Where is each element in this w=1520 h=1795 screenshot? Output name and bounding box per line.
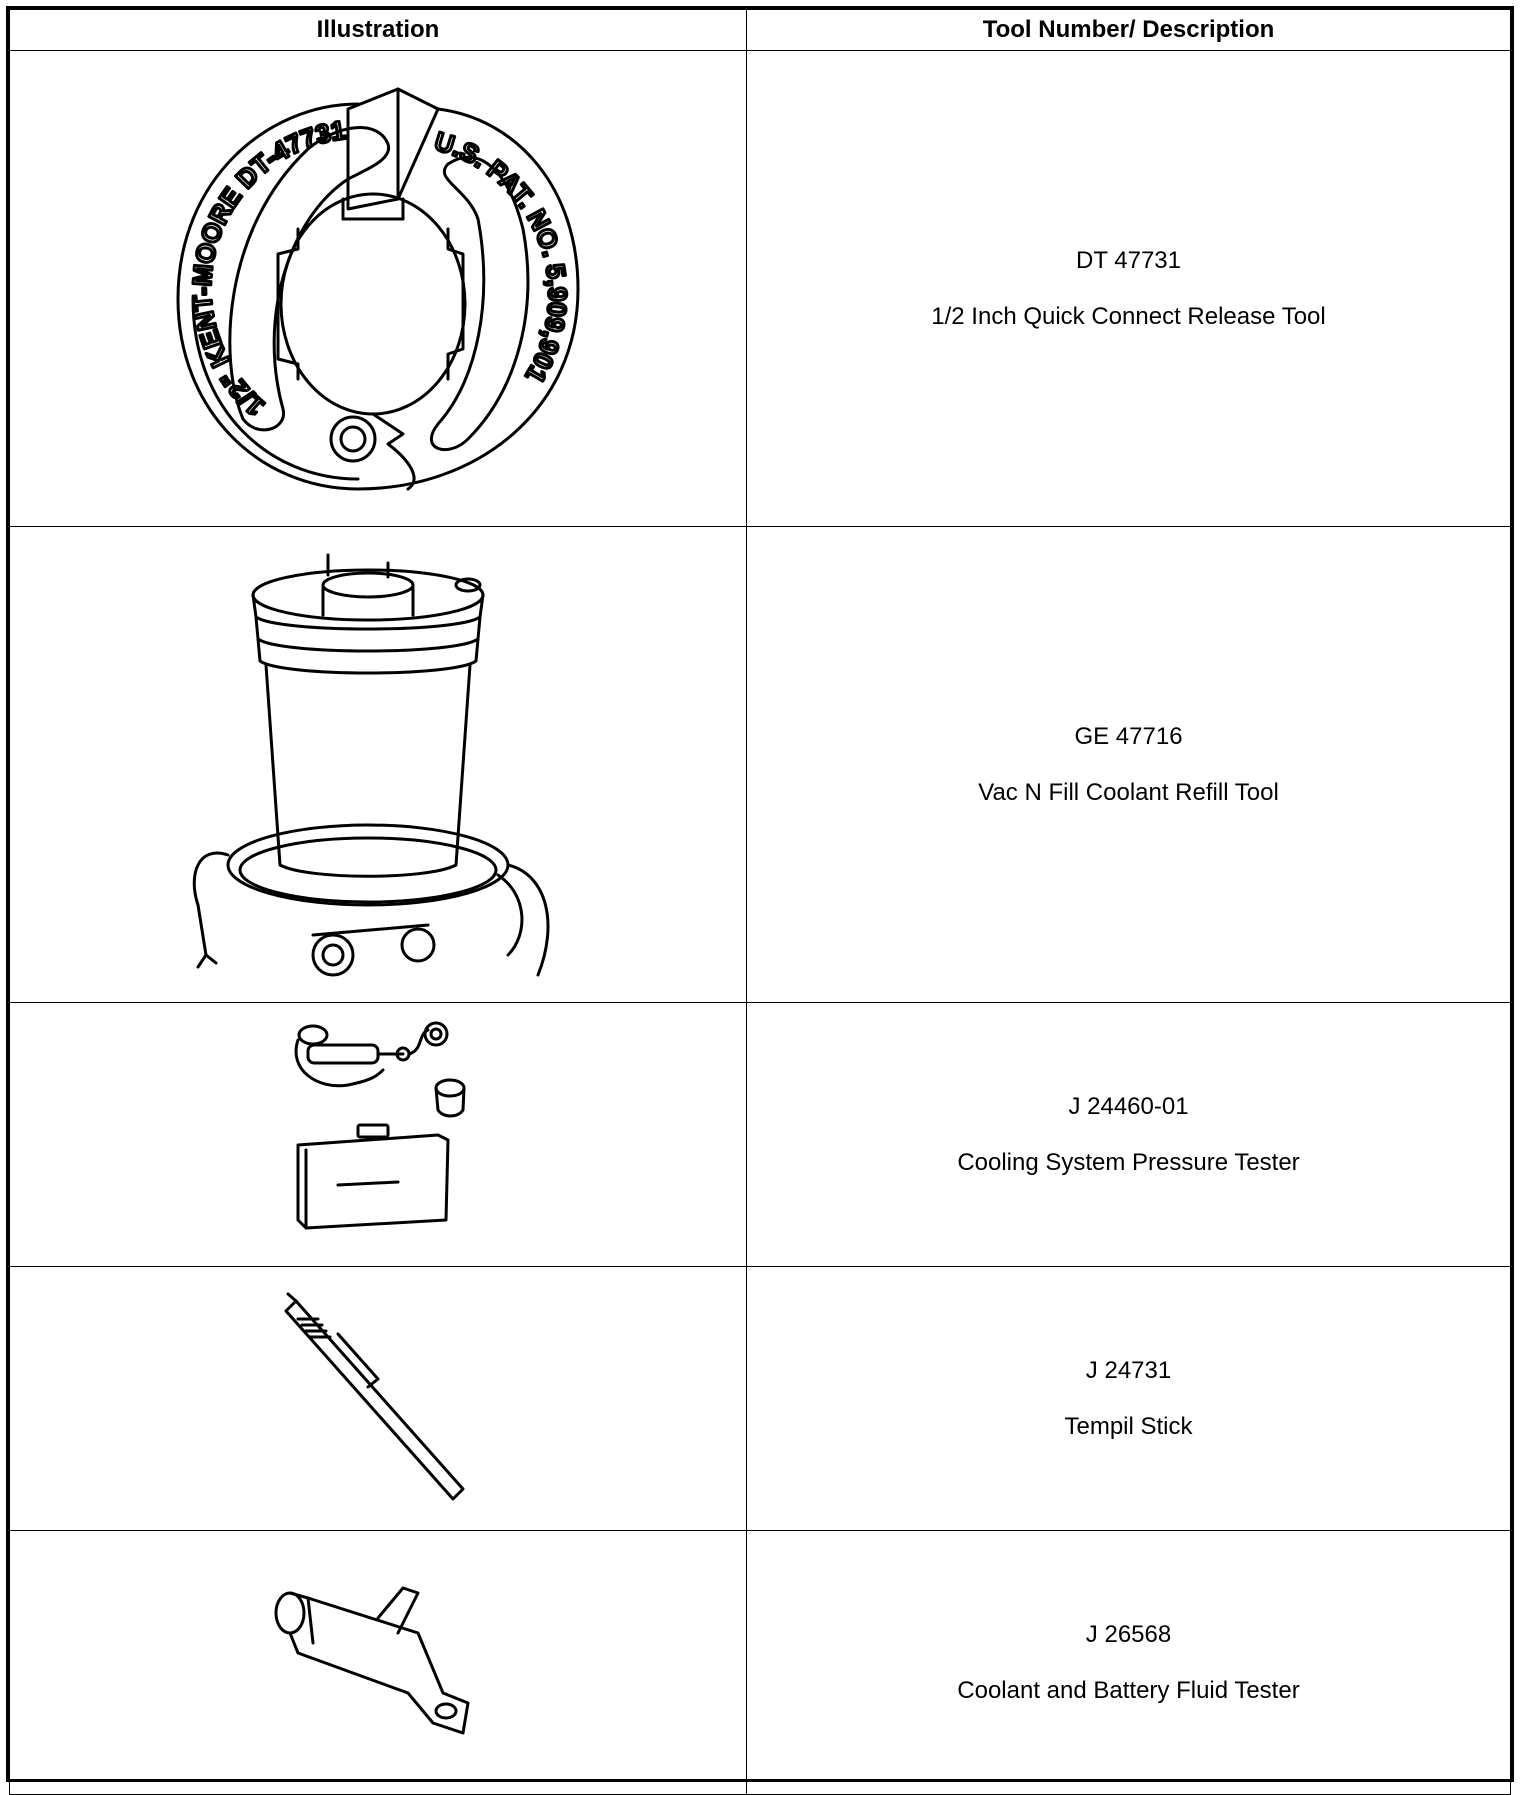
tool-description: 1/2 Inch Quick Connect Release Tool bbox=[931, 302, 1326, 330]
illustration-cell bbox=[10, 1531, 747, 1795]
tool-engraving-left: 1/2" KENT-MOORE DT-47731 bbox=[186, 114, 348, 422]
special-tools-table bbox=[9, 9, 1511, 1795]
tool-description-cell bbox=[747, 527, 1511, 1003]
illustration-cell bbox=[10, 527, 747, 1003]
fluid-tester-illustration bbox=[268, 1573, 488, 1753]
illustration-cell bbox=[10, 1003, 747, 1267]
table-row bbox=[10, 51, 1511, 527]
coolant-refill-tool-illustration bbox=[168, 535, 588, 995]
illustration-header: Illustration bbox=[10, 10, 747, 51]
quick-connect-release-tool-illustration bbox=[148, 59, 608, 519]
tool-number: DT 47731 bbox=[1076, 246, 1181, 274]
tool-description-cell bbox=[747, 51, 1511, 527]
tool-description-cell bbox=[747, 1531, 1511, 1795]
illustration-cell bbox=[10, 1267, 747, 1531]
tool-description: Coolant and Battery Fluid Tester bbox=[957, 1676, 1300, 1704]
tool-description: Tempil Stick bbox=[1064, 1412, 1193, 1440]
tool-header: Tool Number/ Description bbox=[747, 10, 1511, 51]
illustration-cell bbox=[10, 51, 747, 527]
header-row bbox=[10, 10, 1511, 51]
table-row bbox=[10, 1267, 1511, 1531]
tool-description-cell bbox=[747, 1267, 1511, 1531]
tool-number: J 24731 bbox=[1085, 1356, 1172, 1384]
table-row bbox=[10, 527, 1511, 1003]
tool-description-cell bbox=[747, 1003, 1511, 1267]
tool-number: GE 47716 bbox=[1074, 722, 1183, 750]
special-tools-table-frame bbox=[6, 6, 1514, 1782]
tool-description: Cooling System Pressure Tester bbox=[957, 1148, 1300, 1176]
tool-description: Vac N Fill Coolant Refill Tool bbox=[978, 778, 1279, 806]
tool-engraving-right: U.S. PAT. NO. 5,909,901 bbox=[431, 125, 573, 388]
tempil-stick-illustration bbox=[258, 1279, 498, 1519]
tool-number: J 24460-01 bbox=[1068, 1092, 1189, 1120]
pressure-tester-illustration bbox=[278, 1020, 478, 1250]
table-row bbox=[10, 1531, 1511, 1795]
tool-number: J 26568 bbox=[1085, 1620, 1172, 1648]
table-row bbox=[10, 1003, 1511, 1267]
